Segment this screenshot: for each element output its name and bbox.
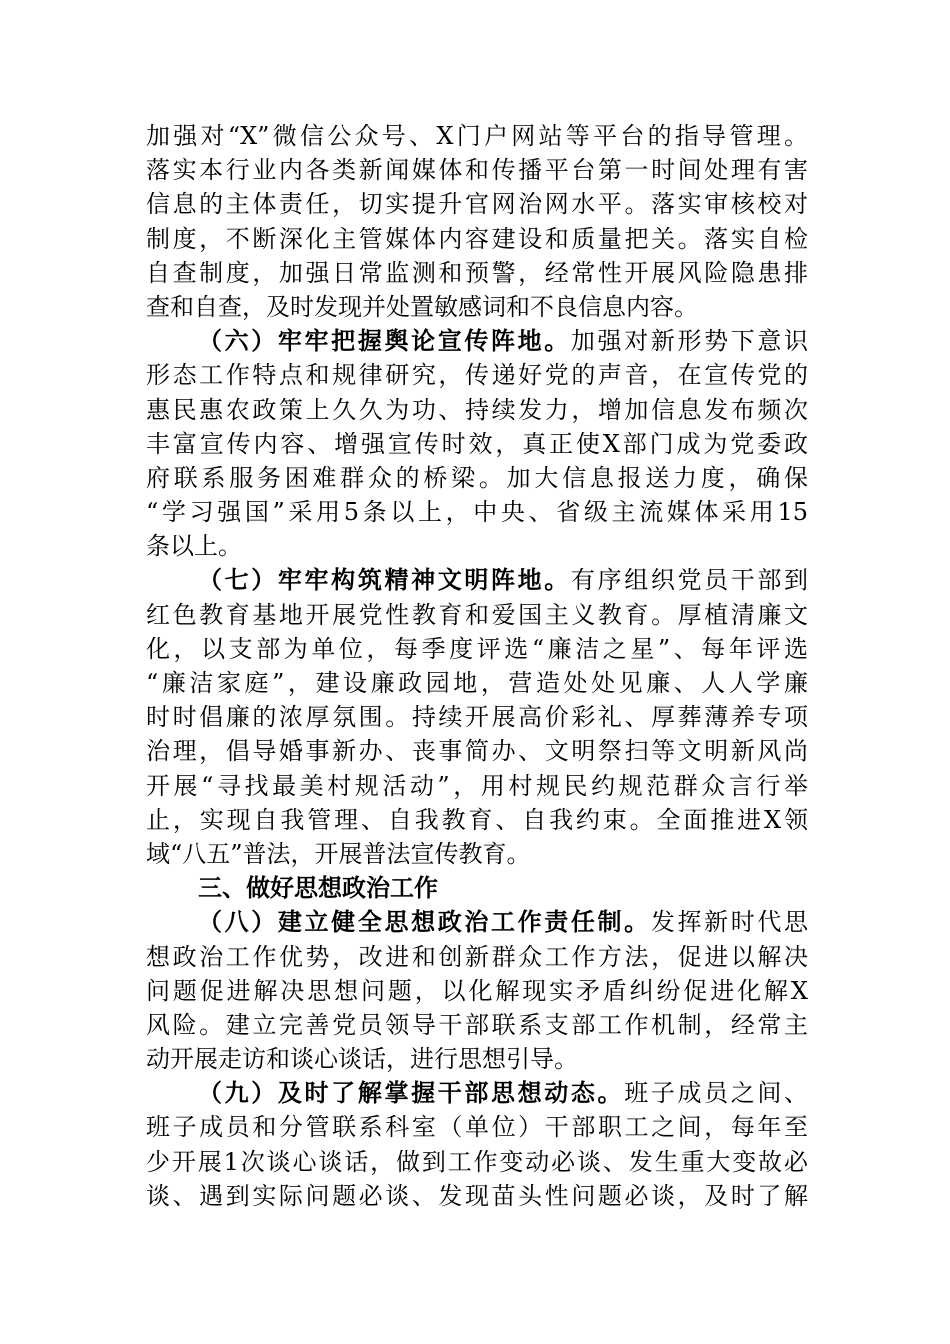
text-line xyxy=(146,324,808,358)
text-line: 域“八五”普法，开展普法宣传教育。 xyxy=(146,839,531,868)
document-body xyxy=(146,119,808,1213)
paragraph-title: （八）建立健全思想政治工作责任制。 xyxy=(198,907,651,937)
text-line: 制度，不断深化主管媒体内容建设和质量把关。落实自检 xyxy=(146,224,808,253)
text-line: “学习强国”采用5条以上，中央、省级主流媒体采用15 xyxy=(146,498,808,527)
text-line: 信息的主体责任，切实提升官网治网水平。落实审核校对 xyxy=(146,190,808,219)
text-line: 府联系服务困难群众的桥梁。加大信息报送力度，确保 xyxy=(146,463,808,492)
text-line: 问题促进解决思想问题，以化解现实矛盾纠纷促进化解X xyxy=(146,976,808,1005)
text-line: 条以上。 xyxy=(146,532,242,561)
paragraph-text: 发挥新时代思 xyxy=(650,908,808,937)
text-line: “廉洁家庭”，建设廉政园地，营造处处见廉、人人学廉 xyxy=(146,669,808,697)
text-line: 自查制度，加强日常监测和预警，经常性开展风险隐患排 xyxy=(146,258,808,287)
text-line: 加强对“X”微信公众号、X门户网站等平台的指导管理。 xyxy=(146,122,808,150)
paragraph-title: （九）及时了解掌握干部思想动态。 xyxy=(198,1078,625,1108)
section-heading: 三、做好思想政治工作 xyxy=(198,874,438,903)
text-line: 班子成员和分管联系科室（单位）干部职工之间，每年至 xyxy=(146,1113,808,1142)
text-line: 治理，倡导婚事新办、丧事简办、文明祭扫等文明新风尚 xyxy=(146,737,808,766)
text-line: 形态工作特点和规律研究，传递好党的声音，在宣传党的 xyxy=(146,361,808,390)
text-line: 风险。建立完善党员领导干部联系支部工作机制，经常主 xyxy=(146,1010,808,1039)
paragraph-title: （七）牢牢构筑精神文明阵地。 xyxy=(198,565,571,595)
text-line: 落实本行业内各类新闻媒体和传播平台第一时间处理有害 xyxy=(146,156,808,185)
paragraph-title: （六）牢牢把握舆论宣传阵地。 xyxy=(198,326,571,356)
text-line: 化，以支部为单位，每季度评选“廉洁之星”、每年评选 xyxy=(146,634,808,663)
text-line: 动开展走访和谈心谈话，进行思想引导。 xyxy=(146,1045,578,1074)
paragraph-text: 班子成员之间、 xyxy=(624,1079,808,1108)
text-line xyxy=(146,1076,808,1110)
text-line xyxy=(146,905,808,939)
text-line: 谈、遇到实际问题必谈、发现苗头性问题必谈，及时了解 xyxy=(146,1181,808,1210)
text-line: 想政治工作优势，改进和创新群众工作方法，促进以解决 xyxy=(146,942,808,971)
text-line: 少开展1次谈心谈话，做到工作变动必谈、发生重大变故必 xyxy=(146,1147,808,1176)
text-line: 查和自查，及时发现并处置敏感词和不良信息内容。 xyxy=(146,292,698,321)
text-line: 开展“寻找最美村规活动”，用村规民约规范群众言行举 xyxy=(146,771,808,800)
paragraph-text: 有序组织党员干部到 xyxy=(570,566,808,595)
text-line xyxy=(146,563,808,597)
text-line: 止，实现自我管理、自我教育、自我约束。全面推进X领 xyxy=(146,805,808,834)
text-line: 红色教育基地开展党性教育和爱国主义教育。厚植清廉文 xyxy=(146,600,808,629)
paragraph-text: 加强对新形势下意识 xyxy=(570,327,808,356)
text-line: 时时倡廉的浓厚氛围。持续开展高价彩礼、厚葬薄养专项 xyxy=(146,703,808,732)
text-line: 丰富宣传内容、增强宣传时效，真正使X部门成为党委政 xyxy=(146,429,808,458)
text-line: 惠民惠农政策上久久为功、持续发力，增加信息发布频次 xyxy=(146,395,808,424)
